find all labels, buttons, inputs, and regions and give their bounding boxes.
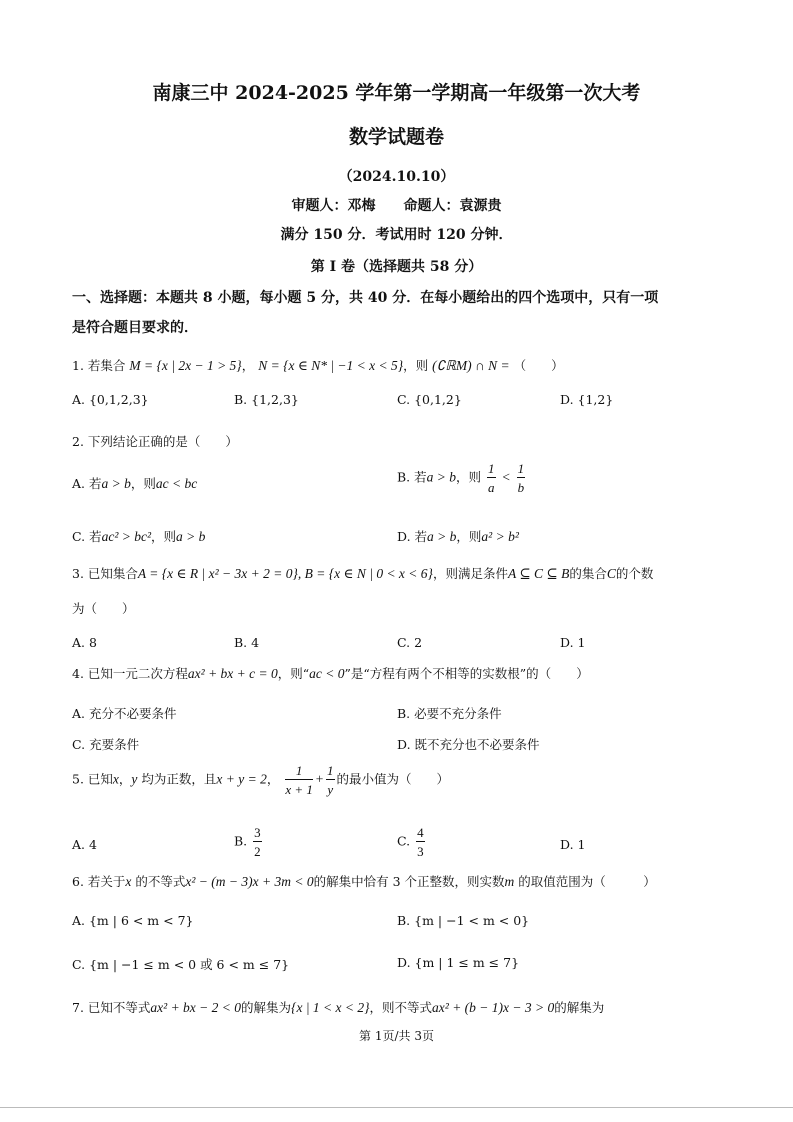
q5-comma2: ，	[266, 771, 280, 787]
q4-math-ac: ac < 0	[309, 666, 345, 681]
exam-score-time: 满分 150 分．考试用时 120 分钟．	[280, 227, 513, 243]
q5-option-b[interactable]	[234, 826, 264, 858]
question-7-stem	[72, 998, 604, 1016]
q2-a-mid: ，则	[130, 476, 156, 491]
question-1-stem	[72, 356, 564, 374]
q6-option-a[interactable]: A. {m | 6 < m < 7}	[72, 913, 194, 928]
exam-subtitle: 数学试题卷	[348, 126, 444, 148]
q7-text: 7. 已知不等式	[72, 1000, 151, 1015]
q3-math-sets: A = {x ∈ R | x² − 3x + 2 = 0}, B = {x ∈ N | 0 < x < 6}	[137, 566, 433, 581]
q2-a-math1: a > b	[101, 476, 131, 491]
q2-b-frac1-den: a	[488, 480, 495, 495]
q2-a-math2: ac < bc	[155, 476, 198, 491]
q1-option-c[interactable]: C. {0,1,2}	[397, 392, 462, 407]
q1-option-a[interactable]: A. {0,1,2,3}	[72, 392, 149, 407]
q2-b-frac1	[487, 462, 496, 494]
q7-sol-text: 的解集为	[241, 1000, 292, 1015]
q5-b-label: B.	[234, 833, 248, 849]
q4-option-c[interactable]: C. 充要条件	[72, 737, 140, 752]
q5-math-y: y	[131, 771, 138, 787]
q6-range-text: 的取值范围为（ ）	[514, 874, 656, 889]
q4-option-a[interactable]: A. 充分不必要条件	[72, 706, 177, 721]
q2-option-d[interactable]	[397, 527, 519, 545]
q4-text: 4. 已知一元二次方程	[72, 666, 188, 681]
q6-ineq-text: 的不等式	[131, 874, 186, 889]
q5-frac2-den: y	[327, 782, 334, 797]
q5-c-num: 4	[417, 825, 424, 840]
q5-frac1-den: x + 1	[285, 782, 313, 797]
question-2-stem: 2. 下列结论正确的是（ ）	[72, 434, 238, 449]
q5-min-text: 的最小值为（ ）	[336, 771, 450, 787]
q1-math-expr: (∁ℝM) ∩ N =	[432, 358, 510, 373]
q3-math-c: C	[606, 566, 616, 581]
q3-option-b[interactable]: B. 4	[234, 635, 260, 650]
page-bottom-divider	[0, 1107, 793, 1108]
question-6-stem	[72, 872, 656, 890]
question-3-stem-line2: 为（ ）	[72, 601, 135, 616]
q2-d-mid: ，则	[456, 529, 482, 544]
q1-text: 1. 若集合	[72, 358, 126, 373]
q5-positive: 均为正数，且	[137, 771, 217, 787]
q5-frac1-num: 1	[295, 763, 303, 778]
exam-reviewers: 审题人：邓梅 命题人：袁源贵	[291, 198, 502, 214]
q2-c-math1: ac² > bc²	[101, 529, 152, 544]
q2-c-prefix: C. 若	[72, 529, 102, 544]
q1-then: ，则	[403, 358, 429, 373]
q5-c-frac	[416, 826, 425, 858]
q6-text: 6. 若关于	[72, 874, 126, 889]
q5-option-d[interactable]: D. 1	[560, 837, 586, 852]
q2-b-frac1-num: 1	[488, 461, 495, 476]
q3-set-text: 的集合	[569, 566, 607, 581]
q7-math-ineq2: ax² + (b − 1)x − 3 > 0	[432, 1000, 555, 1015]
section-instructions-line2: 是符合题目要求的．	[72, 320, 198, 336]
exam-date: （2024.10.10）	[338, 169, 455, 185]
q3-option-a[interactable]: A. 8	[72, 635, 97, 650]
q7-math-ineq1: ax² + bx − 2 < 0	[150, 1000, 242, 1015]
exam-title: 南康三中 2024-2025 学年第一学期高一年级第一次大考	[152, 82, 641, 104]
q3-option-c[interactable]: C. 2	[397, 635, 423, 650]
q2-b-frac2-den: b	[517, 480, 525, 495]
q5-plus: +	[314, 771, 325, 787]
q5-b-num: 3	[254, 825, 261, 840]
page-number-footer: 第 1页/共 3页	[359, 1029, 434, 1043]
q6-option-c[interactable]: C. {m | −1 ≤ m < 0 或 6 < m ≤ 7}	[72, 957, 290, 972]
q5-option-a[interactable]: A. 4	[72, 837, 97, 852]
section-instructions-line1: 一、选择题：本题共 8 小题，每小题 5 分，共 40 分．在每小题给出的四个选项中，只有一项	[72, 290, 659, 306]
q6-option-d[interactable]: D. {m | 1 ≤ m ≤ 7}	[397, 955, 520, 970]
q2-b-prefix: B. 若	[397, 469, 427, 485]
question-3-stem	[72, 564, 653, 582]
q5-b-den: 2	[254, 844, 261, 859]
exam-volume-heading: 第 I 卷（选择题共 58 分）	[310, 259, 483, 275]
q2-b-lt: <	[501, 469, 511, 485]
q6-math-ineq: x² − (m − 3)x + 3m < 0	[185, 874, 314, 889]
q5-c-label: C.	[397, 833, 411, 849]
q6-option-b[interactable]: B. {m | −1 < m < 0}	[397, 913, 530, 928]
q7-then-text: ，则不等式	[369, 1000, 433, 1015]
q5-math-x: x	[112, 771, 119, 787]
q1-math-n: N = {x ∈ N* | −1 < x < 5}	[258, 358, 404, 373]
q2-b-frac2-num: 1	[517, 461, 525, 476]
question-5-stem	[72, 764, 449, 796]
q5-b-frac	[253, 826, 262, 858]
q2-d-math1: a > b	[427, 529, 457, 544]
question-4-stem	[72, 664, 589, 682]
q2-b-math1: a > b	[426, 469, 457, 485]
q5-c-den: 3	[417, 844, 424, 859]
q5-frac1	[285, 764, 313, 796]
q1-option-d[interactable]: D. {1,2}	[560, 392, 614, 407]
q2-b-frac2	[517, 462, 526, 494]
q5-frac2-num: 1	[327, 763, 334, 778]
q2-d-math2: a² > b²	[481, 529, 519, 544]
q7-end-text: 的解集为	[554, 1000, 605, 1015]
q3-cond-text: ，则满足条件	[432, 566, 508, 581]
q3-math-cond: A ⊆ C ⊆ B	[507, 566, 570, 581]
q2-b-mid: ，则	[456, 469, 482, 485]
q4-quote-open: ，则“	[277, 666, 310, 681]
q5-math-sum: x + y = 2	[216, 771, 267, 787]
q6-math-x: x	[125, 874, 132, 889]
q6-math-m: m	[504, 874, 515, 889]
q4-quote-rest: ”是“方程有两个不相等的实数根”的（ ）	[344, 666, 589, 681]
q4-option-b[interactable]: B. 必要不充分条件	[397, 706, 502, 721]
q2-c-math2: a > b	[176, 529, 206, 544]
q1-math-m: M = {x | 2x − 1 > 5}	[129, 358, 242, 373]
q4-math-eq: ax² + bx + c = 0	[187, 666, 278, 681]
q2-option-b[interactable]	[397, 462, 527, 494]
q3-count-text: 的个数	[615, 566, 654, 581]
q1-blank: （ ）	[513, 358, 564, 373]
q1-option-b[interactable]: B. {1,2,3}	[234, 392, 299, 407]
q2-a-prefix: A. 若	[72, 476, 102, 491]
q3-text: 3. 已知集合	[72, 566, 138, 581]
q3-option-d[interactable]: D. 1	[560, 635, 586, 650]
q6-sol-text: 的解集中恰有 3 个正整数，则实数	[313, 874, 505, 889]
q2-option-c[interactable]	[72, 527, 205, 545]
q2-option-a[interactable]	[72, 474, 197, 492]
q1-comma: ，	[241, 358, 255, 373]
q5-comma: ，	[118, 771, 132, 787]
q5-text: 5. 已知	[72, 771, 113, 787]
q7-math-set: {x | 1 < x < 2}	[291, 1000, 370, 1015]
q2-c-mid: ，则	[151, 529, 177, 544]
q2-d-prefix: D. 若	[397, 529, 428, 544]
q5-option-c[interactable]	[397, 826, 427, 858]
q4-option-d[interactable]: D. 既不充分也不必要条件	[397, 737, 540, 752]
q5-frac2	[326, 764, 335, 796]
